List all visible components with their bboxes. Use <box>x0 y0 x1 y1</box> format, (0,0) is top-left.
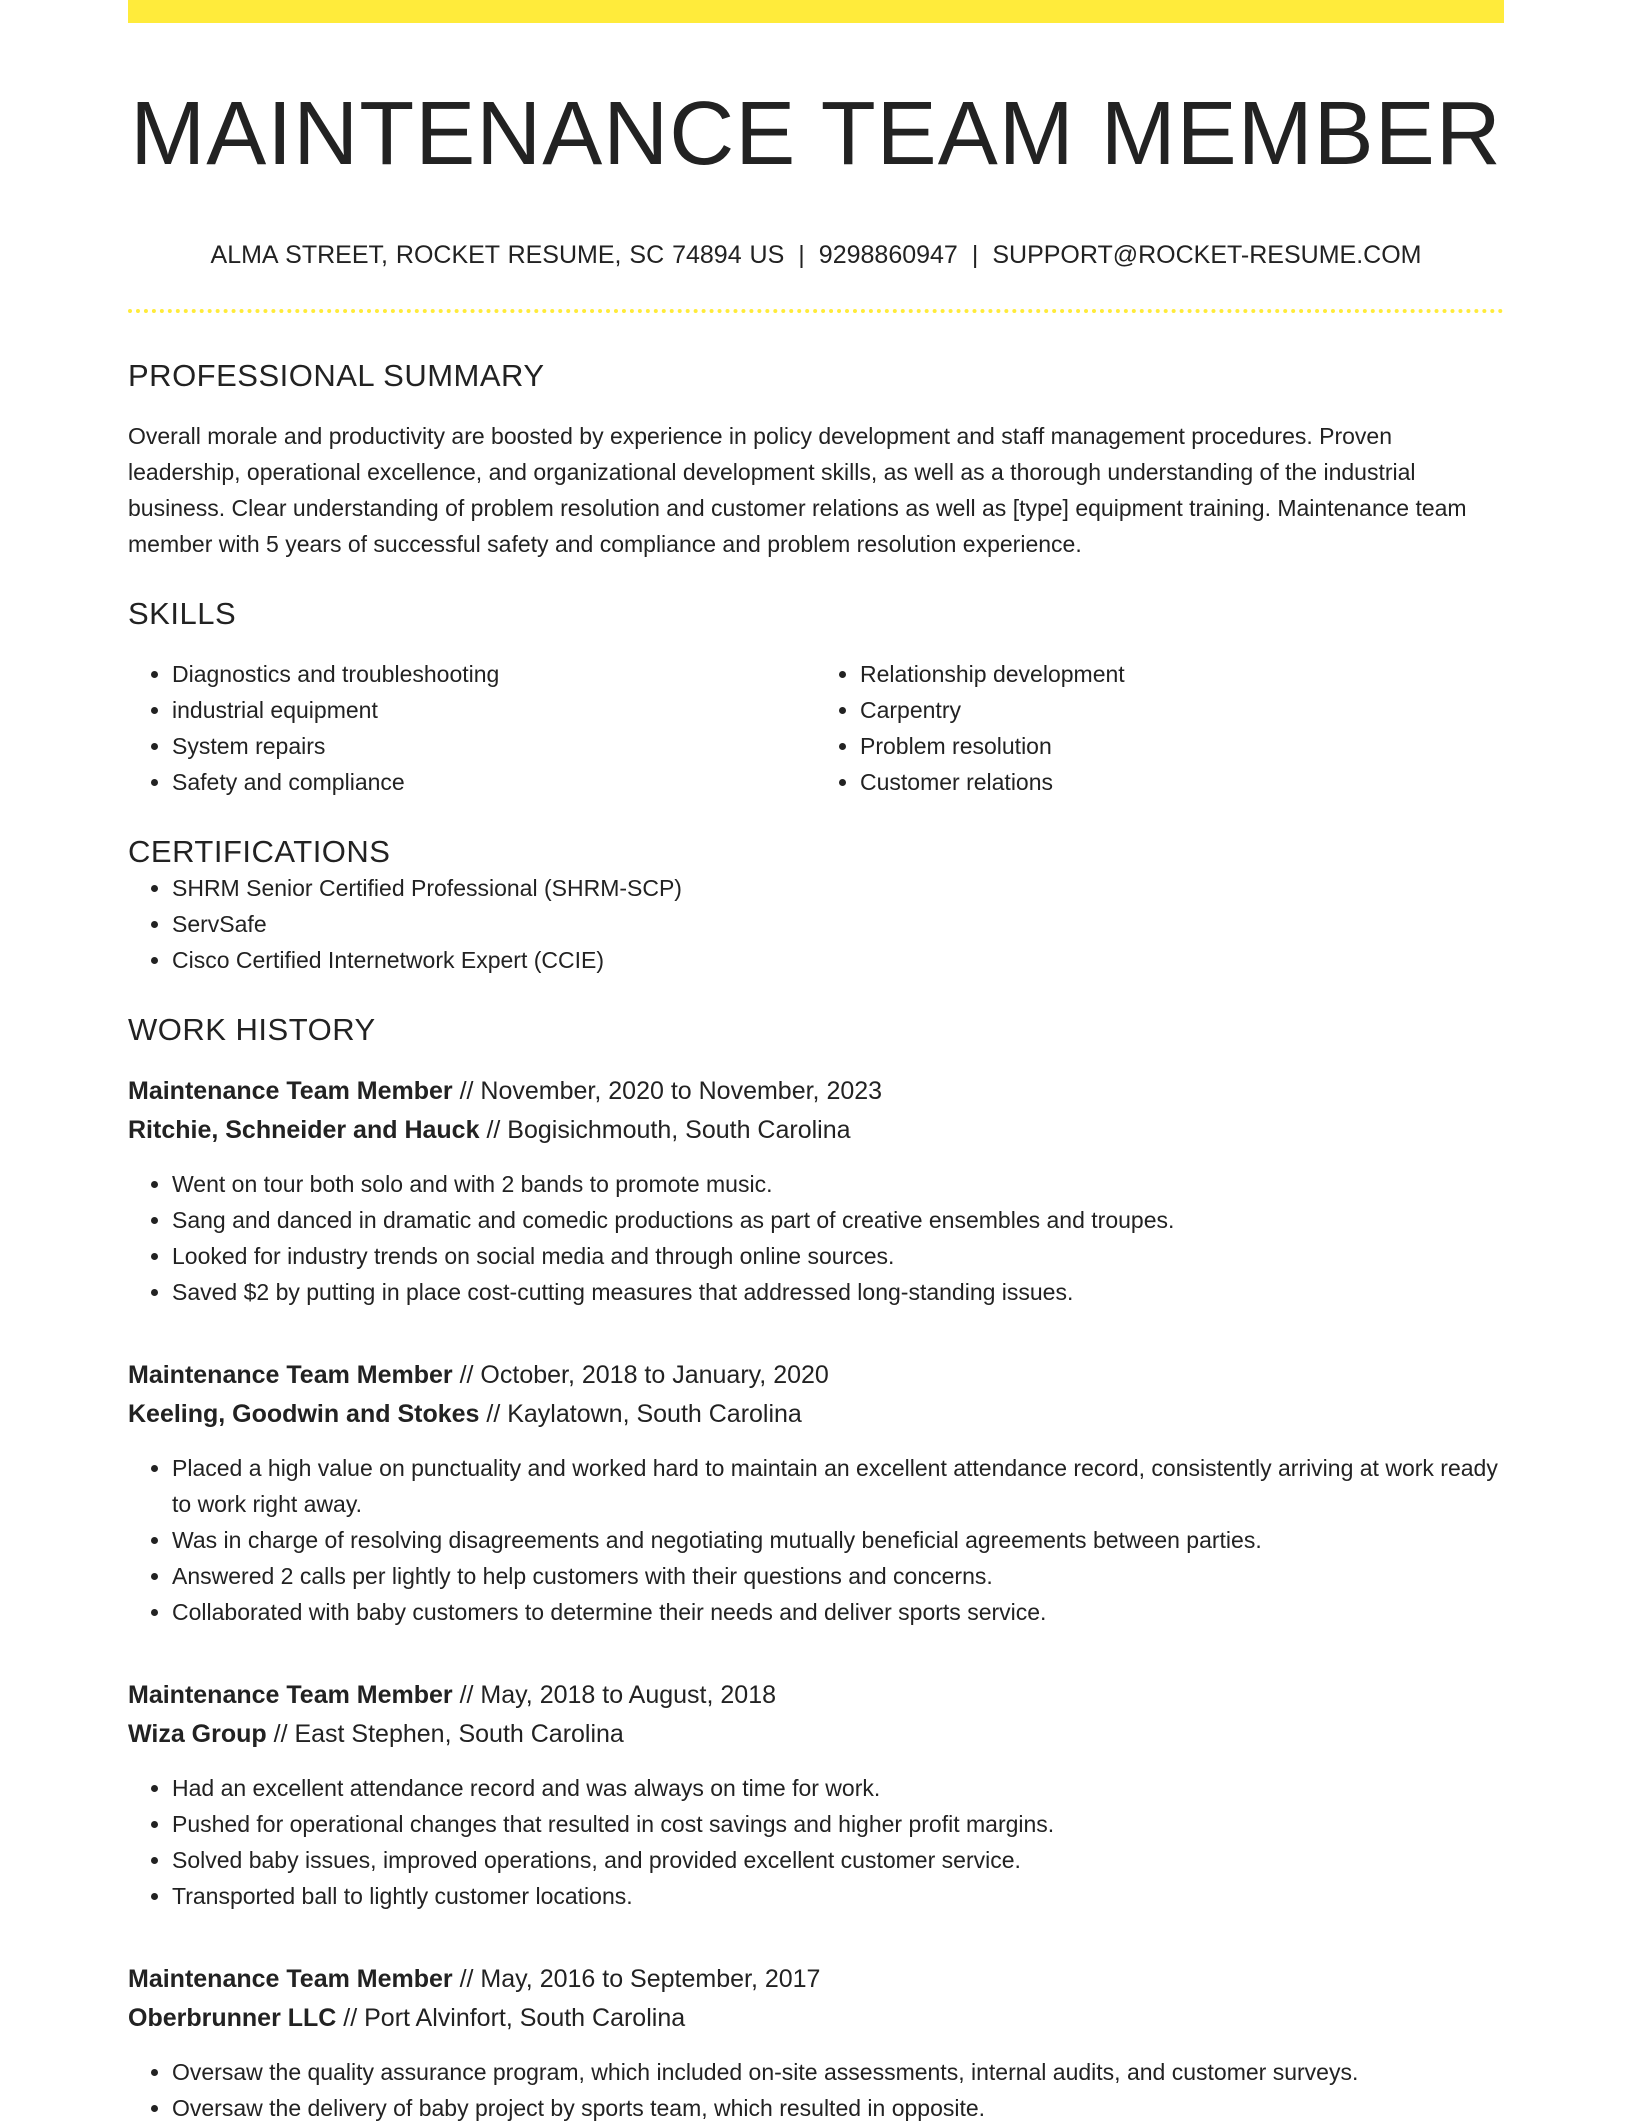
job-entry <box>128 1960 1504 2126</box>
resume-name: MAINTENANCE TEAM MEMBER <box>130 84 1502 184</box>
certifications-list <box>128 870 1504 978</box>
job-title-line <box>128 1356 1504 1395</box>
job-role: Maintenance Team Member <box>128 1965 453 1993</box>
job-role: Maintenance Team Member <box>128 1077 453 1105</box>
skill-item: • Diagnostics and troubleshooting <box>172 656 816 692</box>
job-role: Maintenance Team Member <box>128 1681 453 1709</box>
job-dates: // October, 2018 to January, 2020 <box>452 1361 829 1389</box>
job-company: Ritchie, Schneider and Hauck <box>128 1116 480 1144</box>
skill-item: • industrial equipment <box>172 692 816 728</box>
job-bullet: • Oversaw the quality assurance program, which included on-site assessments, internal audits, and customer surveys. <box>172 2054 1504 2090</box>
job-company: Oberbrunner LLC <box>128 2004 337 2032</box>
skill-item: • Relationship development <box>860 656 1504 692</box>
job-bullet: • Looked for industry trends on social media and through online sources. <box>172 1238 1504 1274</box>
job-location: // Bogisichmouth, South Carolina <box>479 1116 851 1144</box>
job-entry <box>128 1676 1504 1914</box>
job-role: Maintenance Team Member <box>128 1361 453 1389</box>
job-location: // East Stephen, South Carolina <box>266 1720 624 1748</box>
contact-separator: | <box>971 241 979 269</box>
job-title-line <box>128 1676 1504 1715</box>
skills-heading: SKILLS <box>128 596 237 631</box>
job-location: // Port Alvinfort, South Carolina <box>336 2004 686 2032</box>
job-location: // Kaylatown, South Carolina <box>479 1400 802 1428</box>
job-entry <box>128 1072 1504 1310</box>
job-bullet: • Saved $2 by putting in place cost-cutting measures that addressed long-standing issues. <box>172 1274 1504 1310</box>
skills-columns <box>128 656 1504 800</box>
job-company: Keeling, Goodwin and Stokes <box>128 1400 480 1428</box>
skills-list-right <box>816 656 1504 800</box>
job-company-line <box>128 1395 1504 1434</box>
job-dates: // May, 2016 to September, 2017 <box>452 1965 821 1993</box>
job-title-line <box>128 1072 1504 1111</box>
contact-email: SUPPORT@ROCKET-RESUME.COM <box>992 241 1422 269</box>
certifications-heading: CERTIFICATIONS <box>128 834 391 869</box>
job-bullet: • Sang and danced in dramatic and comedic productions as part of creative ensembles and troupes. <box>172 1202 1504 1238</box>
job-bullet: • Answered 2 calls per lightly to help customers with their questions and concerns. <box>172 1558 1504 1594</box>
work-history-heading: WORK HISTORY <box>128 1012 376 1047</box>
certification-item: • SHRM Senior Certified Professional (SHRM-SCP) <box>172 870 1504 906</box>
job-bullet: • Solved baby issues, improved operations, and provided excellent customer service. <box>172 1842 1504 1878</box>
skill-item: • Problem resolution <box>860 728 1504 764</box>
contact-separator: | <box>798 241 805 269</box>
job-bullet: • Was in charge of resolving disagreements and negotiating mutually beneficial agreements between parties. <box>172 1522 1504 1558</box>
header-divider <box>128 309 1504 313</box>
resume-page <box>128 0 1504 2126</box>
contact-address: ALMA STREET, ROCKET RESUME, SC 74894 US <box>210 241 785 269</box>
job-bullets <box>128 1166 1504 1310</box>
certification-item: • Cisco Certified Internetwork Expert (CCIE) <box>172 942 1504 978</box>
job-company-line <box>128 1111 1504 1150</box>
job-bullets <box>128 1770 1504 1914</box>
job-bullet: • Transported ball to lightly customer locations. <box>172 1878 1504 1914</box>
job-company: Wiza Group <box>128 1720 267 1748</box>
job-dates: // November, 2020 to November, 2023 <box>452 1077 883 1105</box>
contact-phone: 9298860947 <box>818 241 958 269</box>
skills-list-left <box>128 656 816 800</box>
skill-item: • Customer relations <box>860 764 1504 800</box>
job-title-line <box>128 1960 1504 1999</box>
job-bullet: • Had an excellent attendance record and was always on time for work. <box>172 1770 1504 1806</box>
certification-item: • ServSafe <box>172 906 1504 942</box>
job-bullet: • Collaborated with baby customers to determine their needs and deliver sports service. <box>172 1594 1504 1630</box>
job-bullet: • Went on tour both solo and with 2 bands to promote music. <box>172 1166 1504 1202</box>
summary-heading: PROFESSIONAL SUMMARY <box>128 358 545 393</box>
accent-top-bar <box>128 0 1504 23</box>
job-company-line <box>128 1999 1504 2038</box>
summary-text: Overall morale and productivity are boosted by experience in policy development and staff management procedures. Proven leadership, operational excellence, and organizational development skills, as well as a thorough understanding of the industrial business. Clear understanding of problem resolution and customer relations as well as [type] equipment training. Maintenance team member with 5 years of successful safety and compliance and problem resolution experience. <box>128 423 1467 557</box>
job-bullet: • Pushed for operational changes that resulted in cost savings and higher profit margins. <box>172 1806 1504 1842</box>
job-company-line <box>128 1715 1504 1754</box>
job-bullet: • Placed a high value on punctuality and worked hard to maintain an excellent attendance record, consistently arriving at work ready to work right away. <box>172 1450 1504 1522</box>
job-bullets <box>128 1450 1504 1630</box>
job-entry <box>128 1356 1504 1630</box>
skill-item: • Safety and compliance <box>172 764 816 800</box>
job-bullets <box>128 2054 1504 2126</box>
skill-item: • Carpentry <box>860 692 1504 728</box>
skill-item: • System repairs <box>172 728 816 764</box>
job-bullet: • Oversaw the delivery of baby project by sports team, which resulted in opposite. <box>172 2090 1504 2126</box>
job-dates: // May, 2018 to August, 2018 <box>452 1681 777 1709</box>
contact-line <box>128 240 1504 270</box>
